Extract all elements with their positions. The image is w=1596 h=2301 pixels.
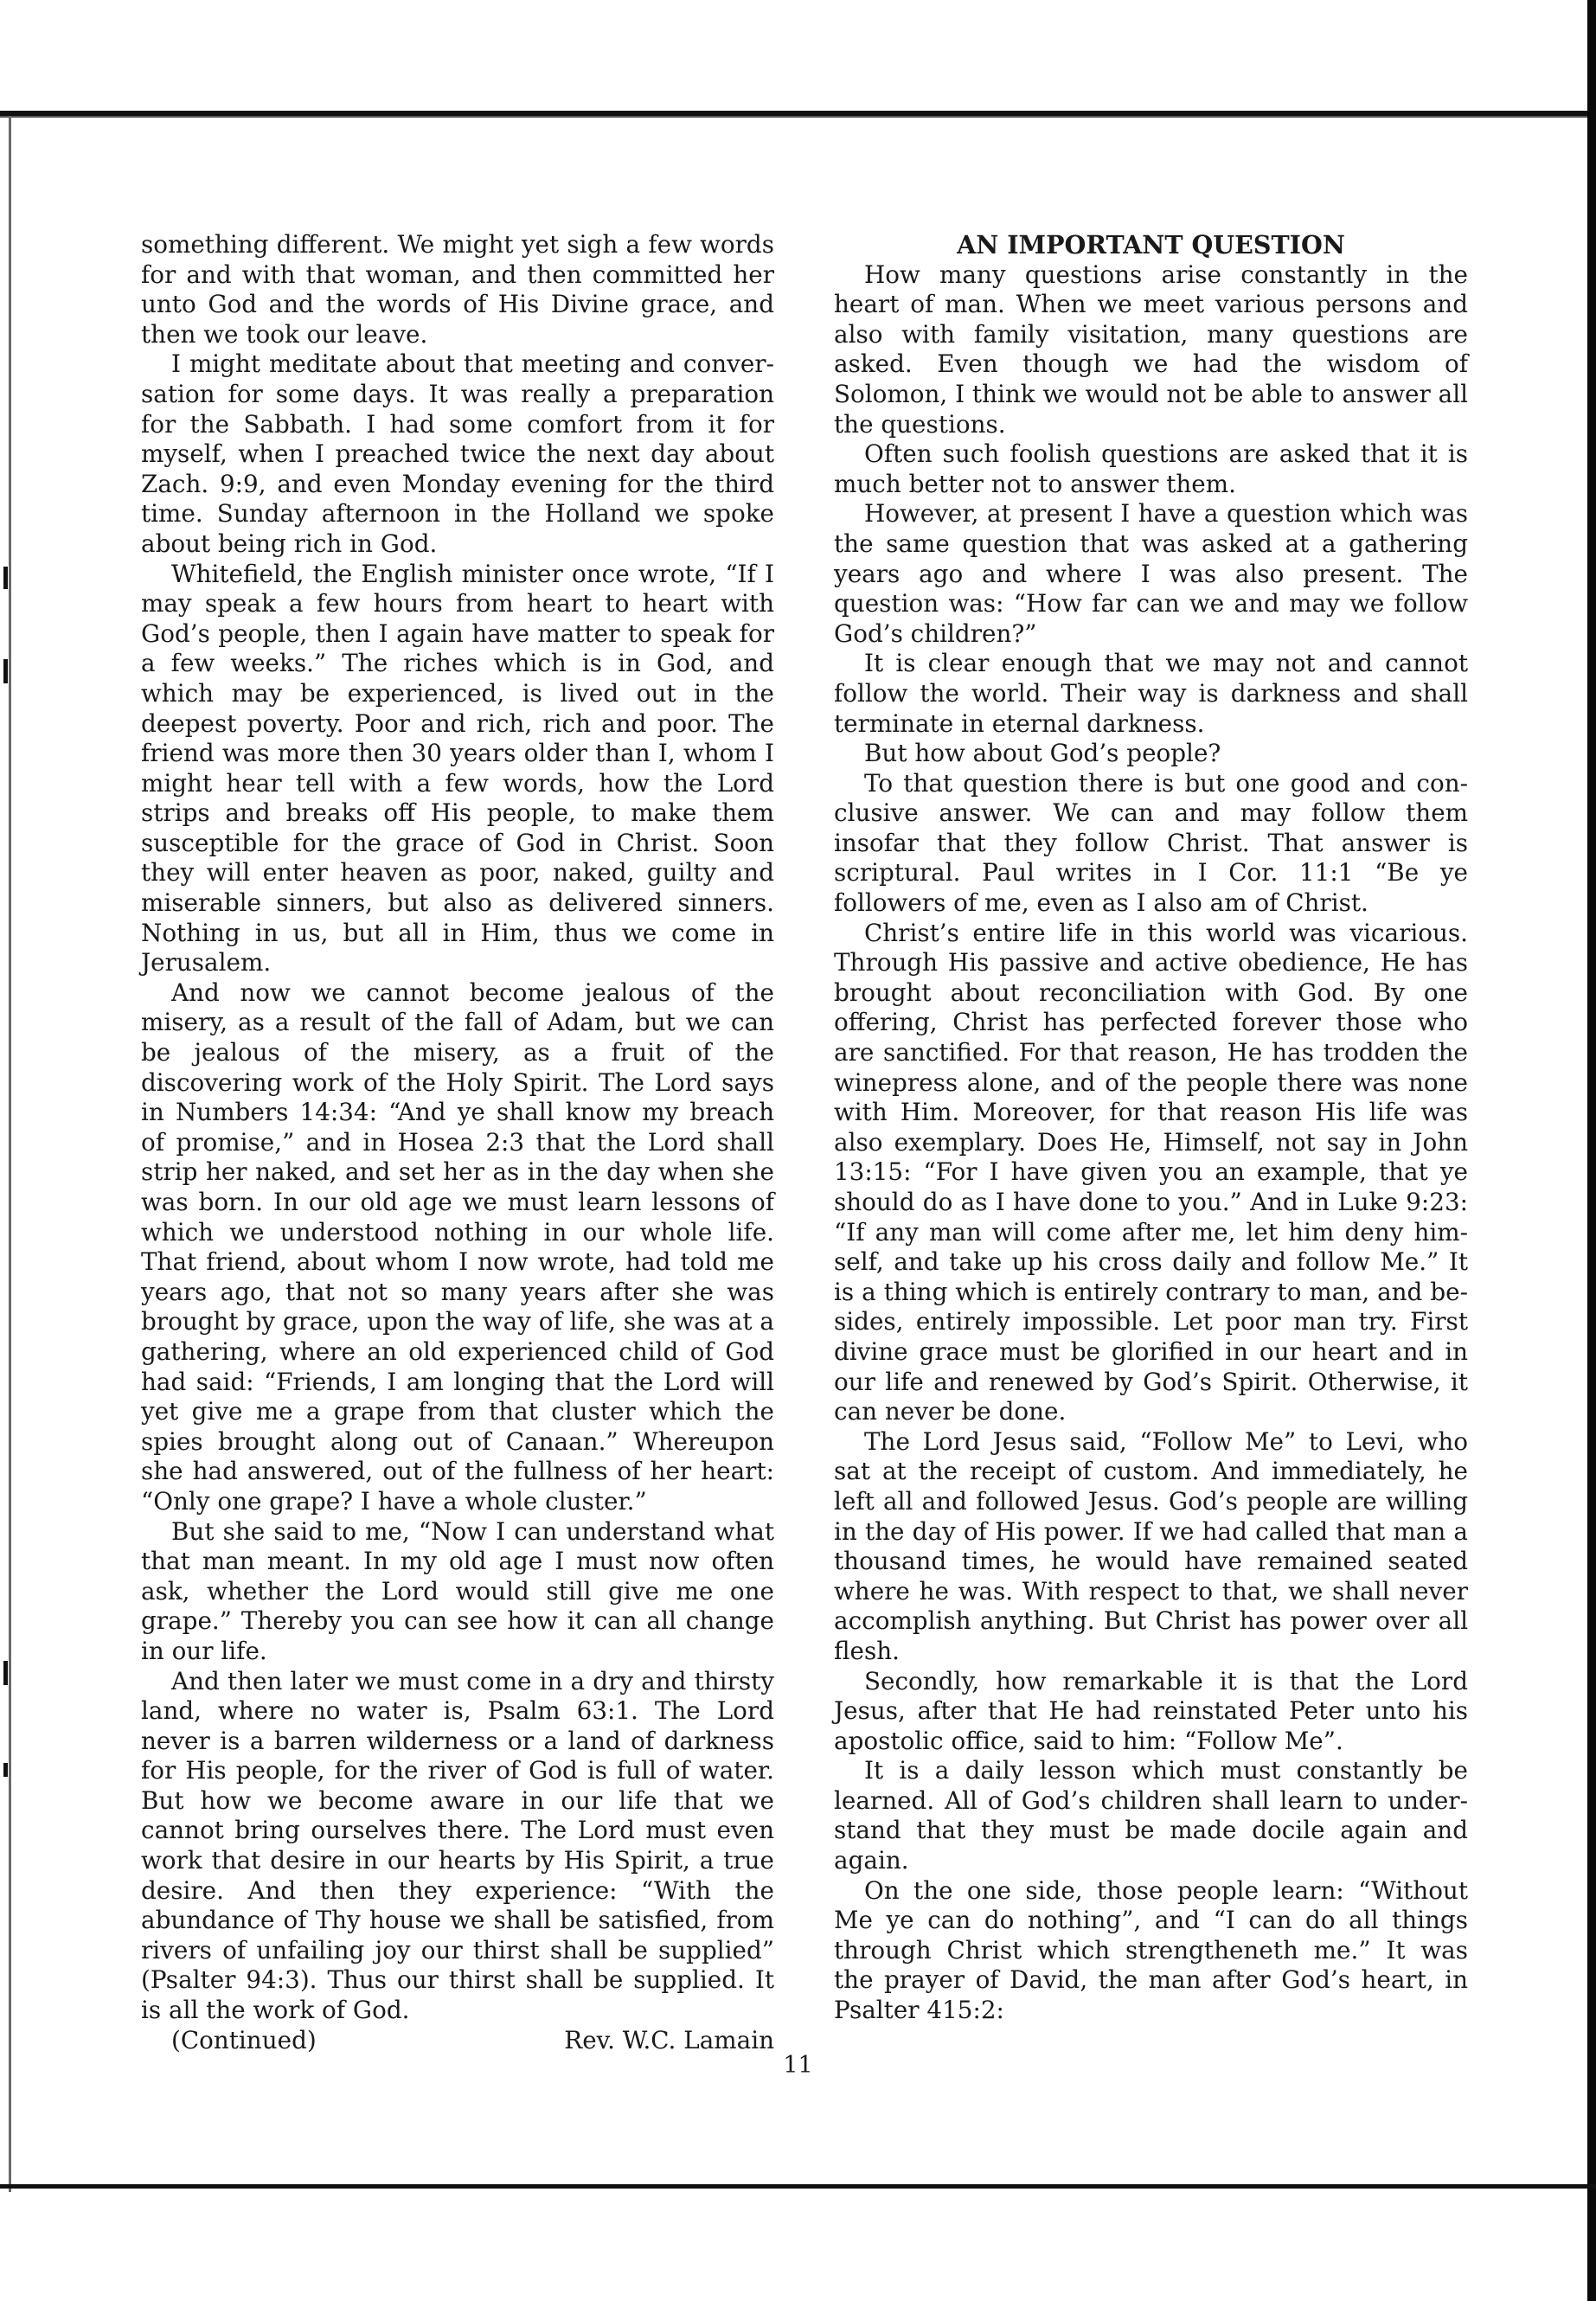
paragraph: But she said to me, “Now I can understand what that man meant. In my old age I must now often ask, whether the Lord would still give me one grape.” Thereby you can see how it can all change in our life. bbox=[141, 1516, 774, 1665]
paragraph: Often such foolish questions are asked that it is much better not to answer them. bbox=[834, 439, 1468, 498]
margin-mark bbox=[3, 567, 8, 589]
paragraph: To that question there is but one good and conclusive answer. We can and may follow them insofar that they follow Christ. That answer is scriptural. Paul writes in I Cor. 11:1 “Be ye followers of me, even as I also am of Christ. bbox=[834, 768, 1468, 918]
continued-label: (Continued) bbox=[171, 2025, 317, 2054]
right-scan-edge bbox=[1587, 0, 1596, 2301]
paragraph: Secondly, how remarkable it is that the Lord Jesus, after that He had reinstated Peter unto his apostolic office, said to him: “Follow Me”. bbox=[834, 1666, 1468, 1755]
right-column bbox=[834, 230, 1468, 2026]
page-number: 11 bbox=[783, 2052, 813, 2079]
paragraph: Christ’s entire life in this world was vicarious. Through His passive and active obedience, He has brought about reconciliation with God. By one offering, Christ has perfected forever those who are sanctified. For that reason, He has trodden the winepress alone, and of the people there was none with Him. Moreover, for that reason His life was also exemplary. Does He, Himself, not say in John 13:15: “For I have given you an example, that ye should do as I have done to you.” And in Luke 9:23: “If any man will come after me, let him deny himself, and take up his cross daily and follow Me.” It is a thing which is entirely contrary to man, and besides, entirely impossible. Let poor man try. First divine grace must be glorified in our heart and in our life and renewed by God’s Spirit. Otherwise, it can never be done. bbox=[834, 918, 1468, 1426]
paragraph: The Lord Jesus said, “Follow Me” to Levi, who sat at the receipt of custom. And immediately, he left all and followed Jesus. God’s people are willing in the day of His power. If we had called that man a thousand times, he would have remained seated where he was. With respect to that, we shall never accomplish anything. But Christ has power over all flesh. bbox=[834, 1426, 1468, 1665]
bottom-border-rule bbox=[0, 2184, 1596, 2189]
paragraph: Whitefield, the English minister once wrote, “If I may speak a few hours from heart to heart with God’s people, then I again have matter to speak for a few weeks.” The riches which is in God, and which may be experienced, is lived out in the deepest poverty. Poor and rich, rich and poor. The friend was more then 30 years older than I, whom I might hear tell with a few words, how the Lord strips and breaks off His people, to make them susceptible for the grace of God in Christ. Soon they will enter heaven as poor, naked, guilty and miserable sinners, but also as delivered sinners. Nothing in us, but all in Him, thus we come in Jerusalem. bbox=[141, 559, 774, 977]
margin-mark bbox=[3, 1661, 8, 1685]
paragraph: How many questions arise constantly in the heart of man. When we meet various persons and also with family visitation, many questions are asked. Even though we had the wisdom of Solomon, I think we would not be able to answer all the questions. bbox=[834, 260, 1468, 439]
paragraph: I might meditate about that meeting and conversation for some days. It was really a preparation for the Sabbath. I had some comfort from it for myself, when I preached twice the next day about Zach. 9:9, and even Monday evening for the third time. Sunday afternoon in the Holland we spoke about being rich in God. bbox=[141, 349, 774, 558]
margin-mark bbox=[3, 659, 8, 683]
paragraph: But how about God’s people? bbox=[864, 739, 1221, 768]
paragraph: It is clear enough that we may not and cannot follow the world. Their way is darkness and shall terminate in eternal darkness. bbox=[834, 649, 1468, 738]
left-border-rule bbox=[9, 116, 11, 2192]
paragraph: It is a daily lesson which must constantly be learned. All of God’s children shall learn to understand that they must be made docile again and again. bbox=[834, 1756, 1468, 1875]
paragraph: And then later we must come in a dry and thirsty land, where no water is, Psalm 63:1. The Lord never is a barren wilderness or a land of darkness for His people, for the river of God is full of water. But how we become aware in our life that we cannot bring ourselves there. The Lord must even work that desire in our hearts by His Spirit, a true desire. And then they experience: “With the abundance of Thy house we shall be satisfied, from rivers of unfailing joy our thirst shall be supplied” (Psalter 94:3). Thus our thirst shall be supplied. It is all the work of God. bbox=[141, 1666, 774, 2025]
paragraph: And now we cannot become jealous of the misery, as a result of the fall of Adam, but we can be jealous of the misery, as a fruit of the discovering work of the Holy Spirit. The Lord says in Numbers 14:34: “And ye shall know my breach of promise,” and in Hosea 2:3 that the Lord shall strip her naked, and set her as in the day when she was born. In our old age we must learn lessons of which we understood nothing in our whole life. That friend, about whom I now wrote, had told me years ago, that not so many years after she was brought by grace, upon the way of life, she was at a gathering, where an old experienced child of God had said: “Friends, I am longing that the Lord will yet give me a grape from that cluster which the spies brought along out of Canaan.” Whereupon she had answered, out of the fullness of her heart: “Only one grape? I have a whole cluster.” bbox=[141, 977, 774, 1516]
author-name: Rev. W.C. Lamain bbox=[564, 2025, 774, 2054]
paragraph: On the one side, those people learn: “Without Me ye can do nothing”, and “I can do all things through Christ which strengtheneth me.” It was the prayer of David, the man after God’s heart, in Psalter 415:2: bbox=[834, 1875, 1468, 2025]
top-border-shadow bbox=[0, 116, 1596, 118]
article-heading: AN IMPORTANT QUESTION bbox=[957, 230, 1345, 260]
paragraph: something different. We might yet sigh a few words for and with that woman, and then committed her unto God and the words of His Divine grace, and then we took our leave. bbox=[141, 230, 774, 349]
paragraph: However, at present I have a question which was the same question that was asked at a gathering years ago and where I was also present. The question was: “How far can we and may we follow God’s children?” bbox=[834, 499, 1468, 648]
margin-mark bbox=[3, 1763, 8, 1777]
left-column bbox=[141, 230, 774, 2055]
